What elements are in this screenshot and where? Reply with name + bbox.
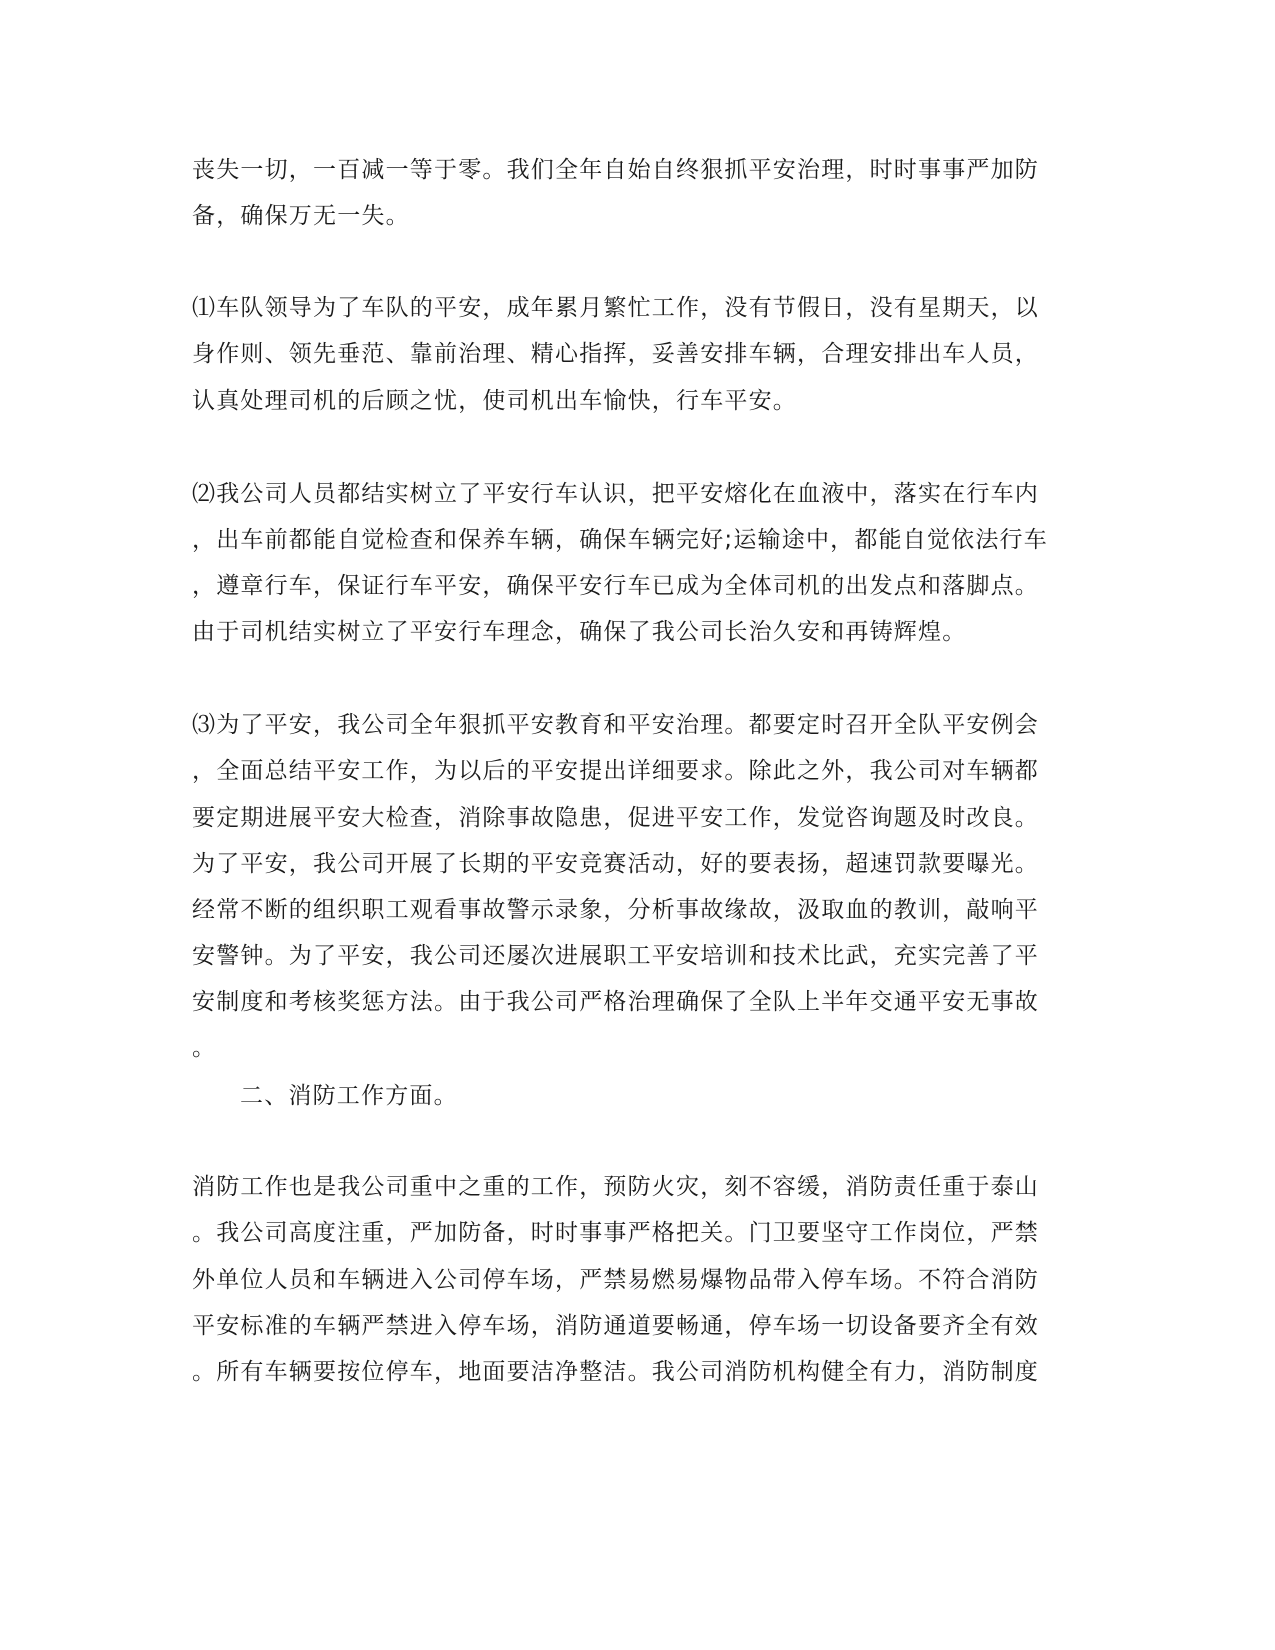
- item3-line-2: ，全面总结平安工作，为以后的平安提出详细要求。除此之外，我公司对车辆都: [192, 758, 1039, 784]
- item1-line-1: ⑴车队领导为了车队的平安，成年累月繁忙工作，没有节假日，没有星期天，以: [192, 295, 1039, 321]
- section2-line-3: 外单位人员和车辆进入公司停车场，严禁易燃易爆物品带入停车场。不符合消防: [192, 1267, 1039, 1293]
- intro-line-2: 备，确保万无一失。: [192, 203, 410, 229]
- item2-line-3: ，遵章行车，保证行车平安，确保平安行车已成为全体司机的出发点和落脚点。: [192, 573, 1039, 599]
- item3-line-6: 安警钟。为了平安，我公司还屡次进展职工平安培训和技术比武，充实完善了平: [192, 943, 1039, 969]
- item2-line-2: ，出车前都能自觉检查和保养车辆，确保车辆完好;运输途中，都能自觉依法行车: [192, 527, 1048, 553]
- section2-line-4: 平安标准的车辆严禁进入停车场，消防通道要畅通，停车场一切设备要齐全有效: [192, 1313, 1039, 1339]
- section2-line-1: 消防工作也是我公司重中之重的工作，预防火灾，刻不容缓，消防责任重于泰山: [192, 1174, 1039, 1200]
- item1-line-3: 认真处理司机的后顾之忧，使司机出车愉快，行车平安。: [192, 388, 797, 414]
- item3-line-5: 经常不断的组织职工观看事故警示录象，分析事故缘故，汲取血的教训，敲响平: [192, 897, 1039, 923]
- item3-line-4: 为了平安，我公司开展了长期的平安竞赛活动，好的要表扬，超速罚款要曝光。: [192, 851, 1039, 877]
- item2-line-4: 由于司机结实树立了平安行车理念，确保了我公司长治久安和再铸辉煌。: [192, 619, 967, 645]
- section2-line-5: 。所有车辆要按位停车，地面要洁净整洁。我公司消防机构健全有力，消防制度: [192, 1359, 1039, 1385]
- item3-line-7: 安制度和考核奖惩方法。由于我公司严格治理确保了全队上半年交通平安无事故: [192, 989, 1039, 1015]
- item3-line-8: 。: [192, 1035, 217, 1061]
- intro-line-1: 丧失一切，一百减一等于零。我们全年自始自终狠抓平安治理，时时事事严加防: [192, 157, 1039, 183]
- item3-line-3: 要定期进展平安大检查，消除事故隐患，促进平安工作，发觉咨询题及时改良。: [192, 805, 1039, 831]
- section2-heading: 二、消防工作方面。: [240, 1083, 458, 1109]
- item3-line-1: ⑶为了平安，我公司全年狠抓平安教育和平安治理。都要定时召开全队平安例会: [192, 712, 1039, 738]
- item1-line-2: 身作则、领先垂范、靠前治理、精心指挥，妥善安排车辆，合理安排出车人员，: [192, 341, 1039, 367]
- section2-line-2: 。我公司高度注重，严加防备，时时事事严格把关。门卫要坚守工作岗位，严禁: [192, 1220, 1039, 1246]
- item2-line-1: ⑵我公司人员都结实树立了平安行车认识，把平安熔化在血液中，落实在行车内: [192, 481, 1039, 507]
